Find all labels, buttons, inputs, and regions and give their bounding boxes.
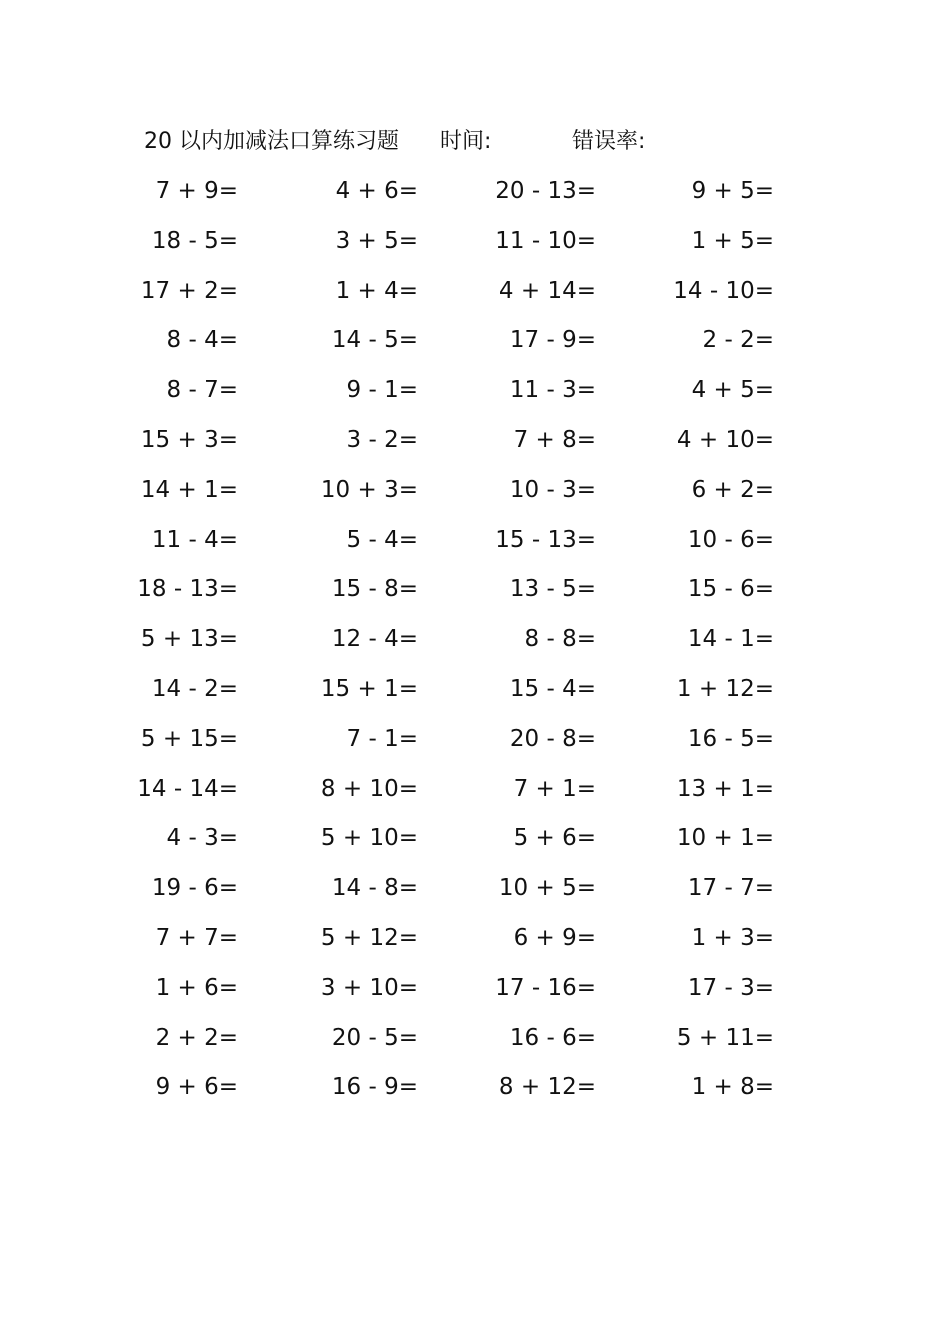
problem-row <box>0 369 950 419</box>
arithmetic-problem: 7 + 1= <box>513 775 596 802</box>
problem-row <box>0 718 950 768</box>
arithmetic-problem: 9 + 5= <box>691 178 774 204</box>
arithmetic-problem: 5 + 13= <box>140 626 238 653</box>
arithmetic-problem: 15 - 6= <box>687 576 774 603</box>
problem-row <box>0 1017 950 1067</box>
problem-row <box>0 319 950 369</box>
arithmetic-problem: 2 - 2= <box>702 327 774 354</box>
arithmetic-problem: 7 - 1= <box>346 725 418 752</box>
arithmetic-problem: 9 - 1= <box>346 377 418 404</box>
arithmetic-problem: 4 - 3= <box>166 825 238 852</box>
problem-row <box>0 668 950 718</box>
arithmetic-problem: 10 + 5= <box>498 875 596 902</box>
arithmetic-problem: 2 + 2= <box>155 1024 238 1051</box>
arithmetic-problem: 19 - 6= <box>151 875 238 902</box>
arithmetic-problem: 15 - 4= <box>509 675 596 702</box>
arithmetic-problem: 15 - 8= <box>331 576 418 603</box>
arithmetic-problem: 10 - 6= <box>687 526 774 553</box>
problem-row <box>0 618 950 668</box>
arithmetic-problem: 15 + 1= <box>320 675 418 702</box>
arithmetic-problem: 17 + 2= <box>140 277 238 304</box>
arithmetic-problem: 5 - 4= <box>346 526 418 553</box>
arithmetic-problem: 4 + 14= <box>498 277 596 304</box>
arithmetic-problem: 1 + 8= <box>691 1074 774 1101</box>
problem-row <box>0 817 950 867</box>
worksheet-header <box>144 124 824 160</box>
problem-row <box>0 220 950 270</box>
problem-row <box>0 917 950 967</box>
arithmetic-problem: 5 + 6= <box>513 825 596 852</box>
arithmetic-problem: 13 + 1= <box>676 775 774 802</box>
arithmetic-problem: 12 - 4= <box>331 626 418 653</box>
arithmetic-problem: 14 - 1= <box>687 626 774 653</box>
arithmetic-problem: 3 + 10= <box>320 974 418 1001</box>
arithmetic-problem: 17 - 16= <box>495 974 596 1001</box>
arithmetic-problem: 15 - 13= <box>495 526 596 553</box>
arithmetic-problem: 7 + 9= <box>155 178 238 204</box>
arithmetic-problem: 14 + 1= <box>140 476 238 503</box>
arithmetic-problem: 6 + 9= <box>513 924 596 951</box>
arithmetic-problem: 7 + 8= <box>513 426 596 453</box>
arithmetic-problem: 7 + 7= <box>155 924 238 951</box>
arithmetic-problem: 14 - 2= <box>151 675 238 702</box>
worksheet-title: 20 以内加减法口算练习题 <box>144 129 399 154</box>
arithmetic-problem: 20 - 13= <box>495 178 596 204</box>
arithmetic-problem: 1 + 4= <box>335 277 418 304</box>
arithmetic-problem: 13 - 5= <box>509 576 596 603</box>
arithmetic-problem: 15 + 3= <box>140 426 238 453</box>
arithmetic-problem: 5 + 10= <box>320 825 418 852</box>
arithmetic-problem: 8 + 10= <box>320 775 418 802</box>
problem-row <box>0 419 950 469</box>
problem-row <box>0 469 950 519</box>
arithmetic-problem: 17 - 9= <box>509 327 596 354</box>
arithmetic-problem: 4 + 10= <box>676 426 774 453</box>
problem-grid <box>0 170 950 1116</box>
arithmetic-problem: 16 - 6= <box>509 1024 596 1051</box>
problem-row <box>0 519 950 569</box>
arithmetic-problem: 5 + 12= <box>320 924 418 951</box>
arithmetic-problem: 1 + 3= <box>691 924 774 951</box>
problem-row <box>0 568 950 618</box>
arithmetic-problem: 20 - 5= <box>331 1024 418 1051</box>
arithmetic-problem: 6 + 2= <box>691 476 774 503</box>
arithmetic-problem: 4 + 6= <box>335 178 418 204</box>
arithmetic-problem: 18 - 5= <box>151 227 238 254</box>
arithmetic-problem: 20 - 8= <box>509 725 596 752</box>
arithmetic-problem: 11 - 3= <box>509 377 596 404</box>
arithmetic-problem: 10 + 1= <box>676 825 774 852</box>
error-rate-label: 错误率: <box>572 129 646 154</box>
problem-row <box>0 1066 950 1116</box>
arithmetic-problem: 8 - 8= <box>524 626 596 653</box>
problem-row <box>0 967 950 1017</box>
arithmetic-problem: 14 - 10= <box>673 277 774 304</box>
arithmetic-problem: 5 + 15= <box>140 725 238 752</box>
arithmetic-problem: 8 + 12= <box>498 1074 596 1101</box>
problem-row <box>0 270 950 320</box>
arithmetic-problem: 10 + 3= <box>320 476 418 503</box>
time-label: 时间: <box>440 129 492 154</box>
arithmetic-problem: 1 + 5= <box>691 227 774 254</box>
arithmetic-problem: 9 + 6= <box>155 1074 238 1101</box>
problem-row <box>0 170 950 220</box>
arithmetic-problem: 10 - 3= <box>509 476 596 503</box>
arithmetic-problem: 8 - 7= <box>166 377 238 404</box>
arithmetic-problem: 3 + 5= <box>335 227 418 254</box>
problem-row <box>0 768 950 818</box>
arithmetic-problem: 1 + 6= <box>155 974 238 1001</box>
problem-row <box>0 867 950 917</box>
arithmetic-problem: 1 + 12= <box>676 675 774 702</box>
arithmetic-problem: 16 - 9= <box>331 1074 418 1101</box>
arithmetic-problem: 8 - 4= <box>166 327 238 354</box>
arithmetic-problem: 11 - 10= <box>495 227 596 254</box>
arithmetic-problem: 4 + 5= <box>691 377 774 404</box>
arithmetic-problem: 17 - 3= <box>687 974 774 1001</box>
arithmetic-problem: 17 - 7= <box>687 875 774 902</box>
arithmetic-problem: 3 - 2= <box>346 426 418 453</box>
arithmetic-problem: 18 - 13= <box>137 576 238 603</box>
arithmetic-problem: 14 - 5= <box>331 327 418 354</box>
arithmetic-problem: 14 - 8= <box>331 875 418 902</box>
arithmetic-problem: 11 - 4= <box>151 526 238 553</box>
arithmetic-problem: 5 + 11= <box>676 1024 774 1051</box>
arithmetic-problem: 14 - 14= <box>137 775 238 802</box>
arithmetic-problem: 16 - 5= <box>687 725 774 752</box>
